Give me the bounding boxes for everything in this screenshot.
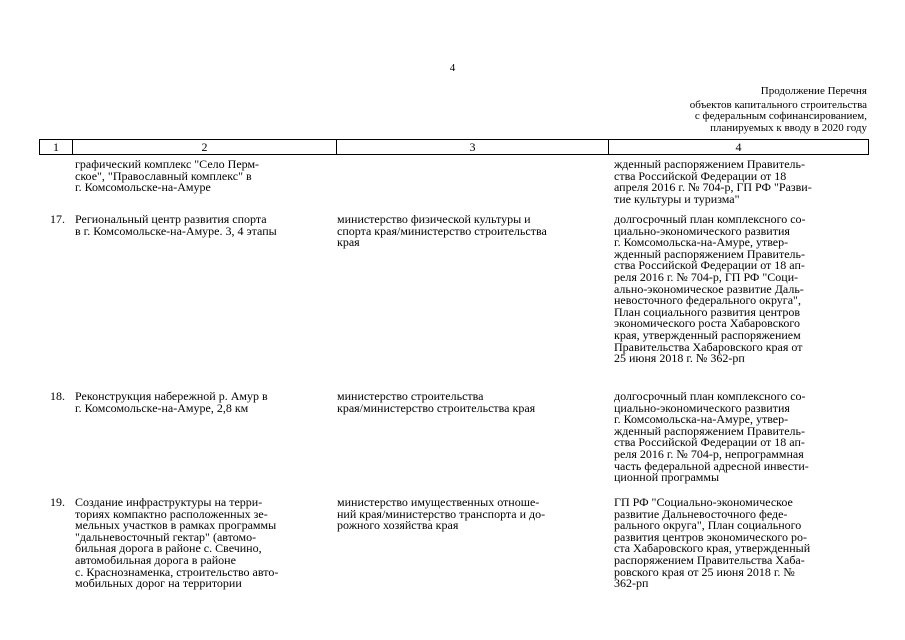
cell-text-line: экономического роста Хабаровского (614, 316, 800, 331)
cell-text-line: г. Комсомольска-на-Амуре, утвер- (614, 235, 789, 250)
basis-document-cell (614, 391, 872, 484)
continuation-line: объектов капитального строительства (689, 98, 867, 111)
cell-text-line: г. Комсомольска-на-Амуре, утвер- (614, 412, 789, 427)
cell-text-line: ториях компактно расположенных зе- (75, 506, 268, 521)
cell-text-line: ционной программы (614, 470, 720, 485)
cell-text-line: тие культуры и туризма" (614, 191, 740, 206)
cell-text-line: Реконструкция набережной р. Амур в (75, 389, 268, 403)
cell-text-line: невосточного федерального округа", (614, 293, 801, 308)
cell-text-line: ний края/министерство транспорта и до- (337, 506, 546, 521)
basis-document-cell (614, 214, 872, 365)
basis-document-cell (614, 159, 872, 205)
basis-document-cell (614, 497, 872, 590)
cell-text-line: рального округа", План социального (614, 518, 802, 533)
cell-text-line: графический комплекс "Село Перм- (75, 157, 260, 171)
page-number: 4 (449, 62, 456, 74)
responsible-body-cell (337, 391, 597, 414)
cell-text-line: реля 2016 г. № 704-р, ГП РФ "Соци- (614, 269, 799, 284)
column-header-4: 4 (735, 140, 742, 154)
responsible-body-cell (337, 497, 597, 532)
row-number: 19. (50, 495, 65, 509)
cell-text-line: циально-экономического развития (614, 223, 790, 238)
cell-text-line: министерство имущественных отноше- (337, 495, 540, 509)
cell-text-line: часть федеральной адресной инвести- (614, 458, 809, 473)
cell-text-line: циально-экономического развития (614, 400, 790, 415)
object-name-cell (75, 391, 315, 414)
cell-text-line: развитие Дальневосточного феде- (614, 506, 788, 521)
cell-text-line: ста Хабаровского края, утвержденный (614, 541, 811, 556)
cell-text-line: долгосрочный план комплексного со- (614, 212, 806, 226)
object-name-cell (75, 497, 315, 590)
object-name-cell (75, 159, 315, 194)
cell-text-line: распоряжением Правительства Хаба- (614, 552, 805, 567)
cell-text-line: бильная дорога в районе с. Свечино, (75, 541, 262, 556)
cell-text-line: министерство физической культуры и (337, 212, 531, 226)
cell-text-line: жденный распоряжением Правитель- (614, 157, 805, 171)
column-header-1: 1 (40, 140, 73, 154)
cell-text-line: 25 июня 2018 г. № 362-рп (614, 351, 745, 366)
cell-text-line: План социального развития центров (614, 304, 801, 319)
cell-text-line: жденный распоряжением Правитель- (614, 246, 805, 261)
cell-text-line: г. Комсомольске-на-Амуре (75, 180, 211, 195)
continuation-heading (607, 86, 867, 134)
continuation-line: планируемых к вводу в 2020 году (710, 121, 867, 134)
cell-text-line: ально-экономическое развитие Даль- (614, 281, 804, 296)
cell-text-line: края/министерство строительства края (337, 400, 536, 415)
cell-text-line: развития центров экономического ро- (614, 529, 807, 544)
cell-text-line: края (337, 235, 360, 250)
column-header-3: 3 (337, 140, 609, 154)
table-header-row (39, 139, 869, 155)
continuation-title: Продолжение Перечня (760, 85, 867, 97)
cell-text-line: министерство строительства (337, 389, 484, 403)
cell-text-line: автомобильная дорога в районе (75, 552, 236, 567)
cell-text-line: ства Российской Федерации от 18 ап- (614, 258, 805, 273)
cell-text-line: края, утвержденный распоряжением (614, 327, 801, 342)
row-number: 17. (50, 212, 65, 226)
cell-text-line: с. Краснознаменка, строительство авто- (75, 564, 279, 579)
cell-text-line: ское", "Православный комплекс" в (75, 168, 252, 183)
cell-text-line: мельных участков в рамках программы (75, 518, 277, 533)
cell-text-line: Правительства Хабаровского края от (614, 339, 803, 354)
cell-text-line: долгосрочный план комплексного со- (614, 389, 806, 403)
column-header-2: 2 (73, 140, 337, 154)
cell-text-line: Региональный центр развития спорта (75, 212, 267, 226)
cell-text-line: апреля 2016 г. № 704-р, ГП РФ "Разви- (614, 180, 812, 195)
cell-text-line: мобильных дорог на территории (75, 576, 242, 591)
cell-text-line: Создание инфраструктуры на терри- (75, 495, 263, 509)
cell-text-line: ГП РФ "Социально-экономическое (614, 495, 793, 509)
row-number: 18. (50, 389, 65, 403)
cell-text-line: "дальневосточный гектар" (автомо- (75, 529, 257, 544)
cell-text-line: жденный распоряжением Правитель- (614, 423, 805, 438)
cell-text-line: спорта края/министерство строительства (337, 223, 547, 238)
cell-text-line: ства Российской Федерации от 18 ап- (614, 435, 805, 450)
cell-text-line: ства Российской Федерации от 18 (614, 168, 787, 183)
cell-text-line: 362-рп (614, 576, 649, 591)
responsible-body-cell (337, 214, 597, 249)
cell-text-line: ровского края от 25 июня 2018 г. № (614, 564, 795, 579)
continuation-line: с федеральным софинансированием, (694, 110, 867, 122)
cell-text-line: в г. Комсомольске-на-Амуре. 3, 4 этапы (75, 223, 277, 238)
object-name-cell (75, 214, 315, 237)
cell-text-line: реля 2016 г. № 704-р, непрограммная (614, 446, 804, 461)
cell-text-line: рожного хозяйства края (337, 518, 459, 533)
cell-text-line: г. Комсомольске-на-Амуре, 2,8 км (75, 400, 249, 415)
